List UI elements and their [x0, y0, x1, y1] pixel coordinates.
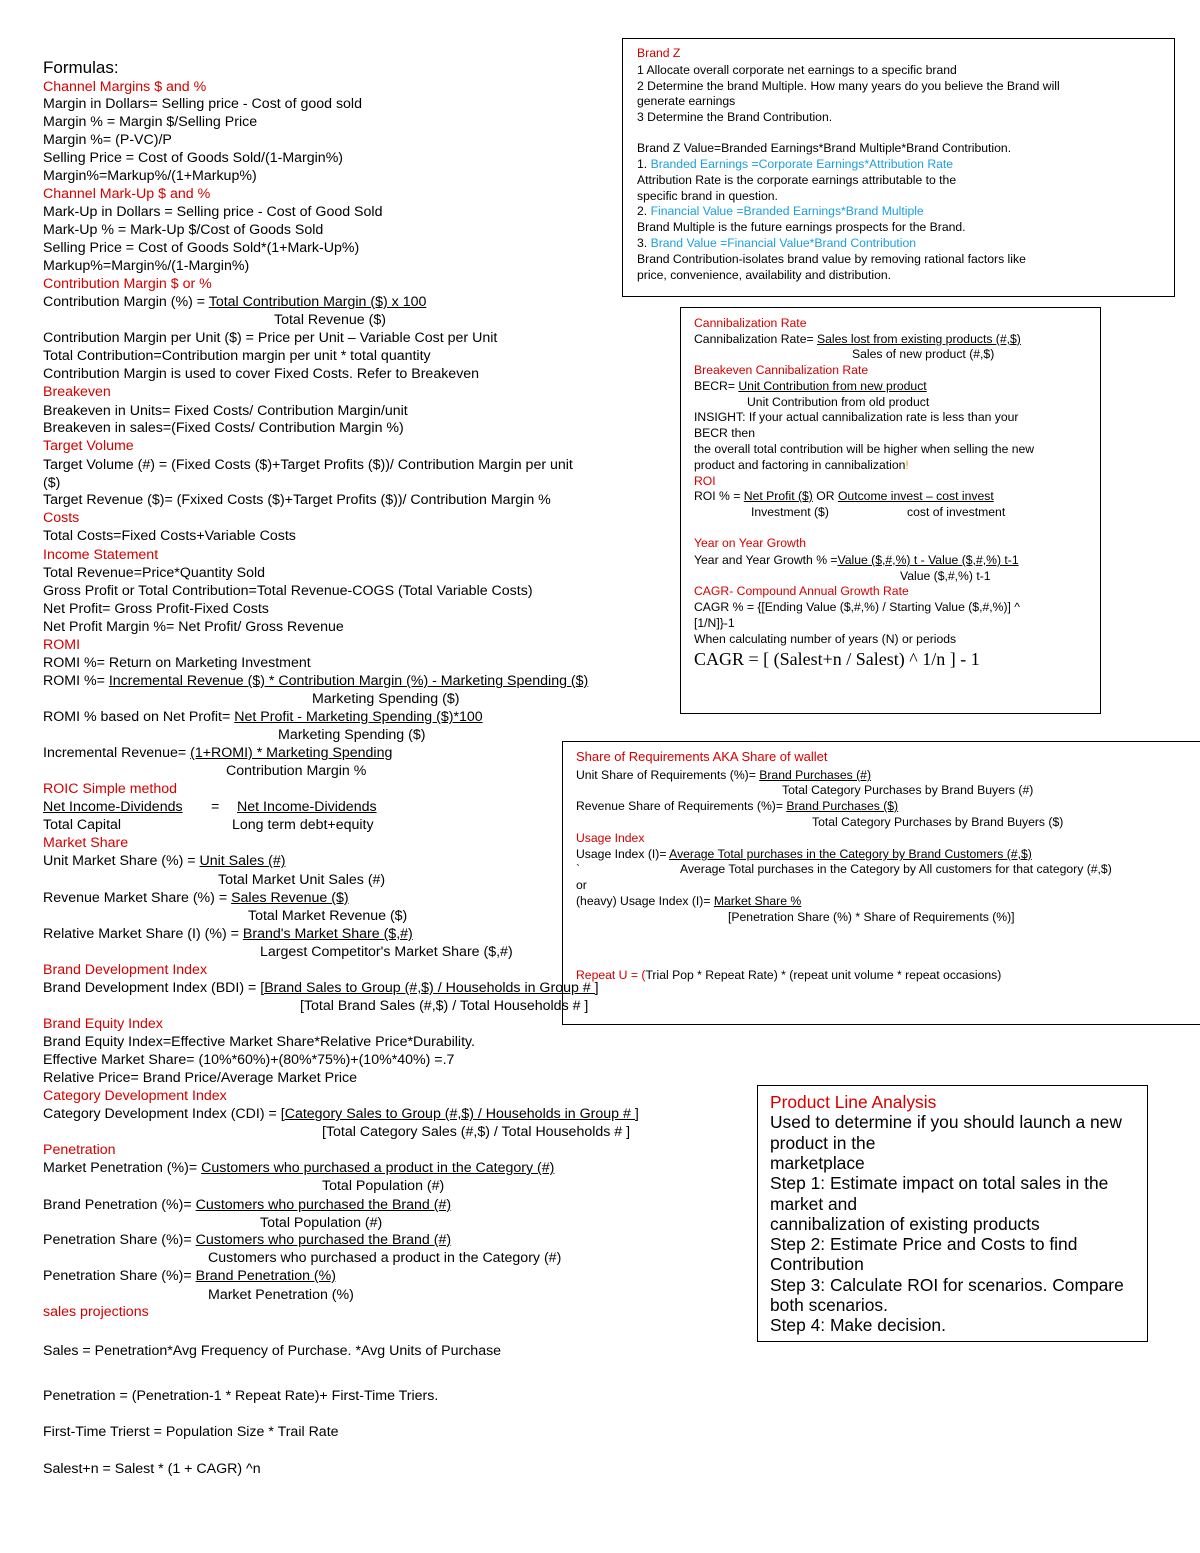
- fraction-denominator: cost of investment: [907, 505, 1006, 519]
- target-volume-heading: Target Volume: [43, 438, 134, 454]
- sales-projections-heading: sales projections: [43, 1304, 149, 1320]
- fraction-denominator: Total Population (#): [260, 1215, 383, 1231]
- formula-line: Selling Price = Cost of Goods Sold*(1+Mark-Up%): [43, 240, 360, 256]
- formula-line: Margin in Dollars= Selling price - Cost of good sold: [43, 96, 362, 112]
- brand-value-formula: 3. Brand Value =Financial Value*Brand Contribution: [637, 236, 917, 250]
- cagr-line: CAGR % = {[Ending Value ($,#,%) / Starting Value ($,#,%)] ^: [694, 600, 1021, 614]
- page-title: Formulas:: [43, 58, 119, 77]
- formula-line: Gross Profit or Total Contribution=Total Revenue-COGS (Total Variable Costs): [43, 583, 533, 599]
- formula-line: Markup%=Margin%/(1-Margin%): [43, 258, 250, 274]
- product-line-text: market and: [770, 1194, 857, 1214]
- becr-heading: Breakeven Cannibalization Rate: [694, 363, 869, 377]
- formula-line: Mark-Up % = Mark-Up $/Cost of Goods Sold: [43, 222, 324, 238]
- roic-heading: ROIC Simple method: [43, 781, 178, 797]
- formula-line: Margin%=Markup%/(1+Markup%): [43, 168, 257, 184]
- fraction-denominator: [Total Category Sales (#,$) / Total Households # ]: [322, 1124, 631, 1140]
- product-line-heading: Product Line Analysis: [770, 1092, 937, 1112]
- roic-denominator-left: Total Capital: [43, 817, 122, 833]
- formula-line: Total Contribution=Contribution margin per unit * total quantity: [43, 348, 431, 364]
- fraction-denominator: Customers who purchased a product in the Category (#): [208, 1250, 562, 1266]
- income-statement-heading: Income Statement: [43, 547, 159, 563]
- formula-line: Penetration = (Penetration-1 * Repeat Rate)+ First-Time Triers.: [43, 1388, 439, 1404]
- product-line-text: Contribution: [770, 1254, 864, 1274]
- market-penetration-formula: Market Penetration (%)= Customers who purchased a product in the Category (#): [43, 1160, 555, 1176]
- fraction-denominator: Total Market Unit Sales (#): [218, 872, 386, 888]
- bei-heading: Brand Equity Index: [43, 1016, 163, 1032]
- formula-line: Net Profit Margin %= Net Profit/ Gross Revenue: [43, 619, 344, 635]
- fraction-denominator: Sales of new product (#,$): [852, 347, 995, 361]
- fraction-denominator: [Total Brand Sales (#,$) / Total Households # ]: [300, 998, 589, 1014]
- cagr-heading: CAGR- Compound Annual Growth Rate: [694, 584, 909, 598]
- cagr-line: When calculating number of years (N) or periods: [694, 632, 957, 646]
- penetration-share-alt-formula: Penetration Share (%)= Brand Penetration (%): [43, 1268, 336, 1284]
- revenue-share-requirements-formula: Revenue Share of Requirements (%)= Brand Purchases ($): [576, 799, 899, 813]
- formula-line: Breakeven in sales=(Fixed Costs/ Contribution Margin %): [43, 420, 404, 436]
- cannibalization-heading: Cannibalization Rate: [694, 316, 807, 330]
- financial-value-formula: 2. Financial Value =Branded Earnings*Brand Multiple: [637, 204, 924, 218]
- insight-line: INSIGHT: If your actual cannibalization rate is less than your: [694, 410, 1019, 424]
- fraction-denominator: Total Category Purchases by Brand Buyers (#): [782, 783, 1034, 797]
- insight-line: product and factoring in cannibalization!: [694, 458, 909, 472]
- roic-equals: =: [211, 799, 220, 815]
- share-requirements-heading: Share of Requirements AKA Share of wallet: [576, 749, 828, 764]
- product-line-text: Step 1: Estimate impact on total sales in the: [770, 1173, 1109, 1193]
- usage-tick: `: [576, 862, 581, 876]
- heavy-usage-index-formula: (heavy) Usage Index (I)= Market Share %: [576, 894, 802, 908]
- brand-z-desc: specific brand in question.: [637, 189, 778, 203]
- usage-index-formula: Usage Index (I)= Average Total purchases in the Category by Brand Customers (#,$): [576, 847, 1032, 861]
- fraction-denominator: Average Total purchases in the Category by All customers for that category (#,$): [680, 862, 1112, 876]
- fraction-denominator: Unit Contribution from old product: [747, 395, 930, 409]
- formula-line: Total Costs=Fixed Costs+Variable Costs: [43, 528, 296, 544]
- unit-share-requirements-formula: Unit Share of Requirements (%)= Brand Purchases (#): [576, 768, 872, 782]
- contribution-heading: Contribution Margin $ or %: [43, 276, 212, 292]
- fraction-denominator: Marketing Spending ($): [312, 691, 460, 707]
- bdi-formula: Brand Development Index (BDI) = [Brand Sales to Group (#,$) / Households in Group # ]: [43, 980, 599, 996]
- channel-margins-heading: Channel Margins $ and %: [43, 79, 207, 95]
- formula-line: Target Revenue ($)= (Fxixed Costs ($)+Target Profits ($))/ Contribution Margin %: [43, 492, 551, 508]
- fraction-denominator: Total Revenue ($): [274, 312, 386, 328]
- formula-line: Selling Price = Cost of Goods Sold/(1-Margin%): [43, 150, 344, 166]
- product-line-text: both scenarios.: [770, 1295, 888, 1315]
- formula-line: Contribution Margin per Unit ($) = Price per Unit – Variable Cost per Unit: [43, 330, 498, 346]
- costs-heading: Costs: [43, 510, 80, 526]
- fraction-denominator: Total Market Revenue ($): [248, 908, 408, 924]
- branded-earnings-formula: 1. Branded Earnings =Corporate Earnings*Attribution Rate: [637, 157, 954, 171]
- unit-market-share-formula: Unit Market Share (%) = Unit Sales (#): [43, 853, 286, 869]
- formula-line: Breakeven in Units= Fixed Costs/ Contribution Margin/unit: [43, 403, 408, 419]
- product-line-text: product in the: [770, 1133, 876, 1153]
- brand-z-heading: Brand Z: [637, 46, 681, 60]
- fraction-denominator: Largest Competitor's Market Share ($,#): [260, 944, 513, 960]
- formula-line: Net Profit= Gross Profit-Fixed Costs: [43, 601, 269, 617]
- market-share-heading: Market Share: [43, 835, 129, 851]
- channel-markup-heading: Channel Mark-Up $ and %: [43, 186, 211, 202]
- penetration-share-formula: Penetration Share (%)= Customers who purchased the Brand (#): [43, 1232, 452, 1248]
- product-line-text: Step 4: Make decision.: [770, 1315, 946, 1335]
- formula-line: Brand Equity Index=Effective Market Share*Relative Price*Durability.: [43, 1034, 476, 1050]
- formula-line: ROMI %= Return on Marketing Investment: [43, 655, 311, 671]
- cdi-heading: Category Development Index: [43, 1088, 227, 1104]
- contribution-pct-formula: Contribution Margin (%) = Total Contribution Margin ($) x 100: [43, 294, 427, 310]
- brand-z-desc: price, convenience, availability and distribution.: [637, 268, 892, 282]
- cannibalization-formula: Cannibalization Rate= Sales lost from existing products (#,$): [694, 332, 1021, 346]
- roic-denominator-right: Long term debt+equity: [232, 817, 374, 833]
- product-line-text: marketplace: [770, 1153, 865, 1173]
- bdi-heading: Brand Development Index: [43, 962, 208, 978]
- product-line-text: Step 2: Estimate Price and Costs to find: [770, 1234, 1078, 1254]
- formula-line: Margin % = Margin $/Selling Price: [43, 114, 258, 130]
- or-label: or: [576, 878, 587, 892]
- becr-formula: BECR= Unit Contribution from new product: [694, 379, 927, 393]
- formula-line: Effective Market Share= (10%*60%)+(80%*75%)+(10%*40%) =.7: [43, 1052, 455, 1068]
- formula-line: Margin %= (P-VC)/P: [43, 132, 172, 148]
- yoy-heading: Year on Year Growth: [694, 536, 807, 550]
- brand-z-value-formula: Brand Z Value=Branded Earnings*Brand Multiple*Brand Contribution.: [637, 141, 1012, 155]
- usage-index-heading: Usage Index: [576, 831, 645, 845]
- romi-heading: ROMI: [43, 637, 81, 653]
- roi-heading: ROI: [694, 474, 716, 488]
- brand-z-step: generate earnings: [637, 94, 736, 108]
- product-line-text: Step 3: Calculate ROI for scenarios. Compare: [770, 1275, 1124, 1295]
- fraction-denominator: Total Category Purchases by Brand Buyers ($): [812, 815, 1064, 829]
- incremental-revenue-formula: Incremental Revenue= (1+ROMI) * Marketing Spending: [43, 745, 393, 761]
- fraction-denominator: [Penetration Share (%) * Share of Requirements (%)]: [728, 910, 1015, 924]
- brand-z-desc: Brand Contribution-isolates brand value by removing rational factors like: [637, 252, 1026, 266]
- formula-line: First-Time Trierst = Population Size * Trail Rate: [43, 1424, 339, 1440]
- roic-numerator-right: Net Income-Dividends: [237, 799, 377, 815]
- brand-z-step: 2 Determine the brand Multiple. How many years do you believe the Brand will: [637, 79, 1060, 93]
- breakeven-heading: Breakeven: [43, 384, 111, 400]
- fraction-denominator: Contribution Margin %: [226, 763, 367, 779]
- formula-line: ($): [43, 475, 61, 491]
- fraction-denominator: Total Population (#): [322, 1178, 445, 1194]
- brand-z-step: 1 Allocate overall corporate net earnings to a specific brand: [637, 63, 957, 77]
- fraction-denominator: Market Penetration (%): [208, 1287, 354, 1303]
- cagr-line: [1/N]}-1: [694, 616, 735, 630]
- formula-line: Sales = Penetration*Avg Frequency of Purchase. *Avg Units of Purchase: [43, 1343, 502, 1359]
- roi-formula: ROI % = Net Profit ($) OR Outcome invest – cost invest: [694, 489, 994, 503]
- repeat-formula: Repeat U = (Trial Pop * Repeat Rate) * (repeat unit volume * repeat occasions): [576, 968, 1002, 982]
- cdi-formula: Category Development Index (CDI) = [Category Sales to Group (#,$) / Households in Group # ]: [43, 1106, 639, 1122]
- brand-z-step: 3 Determine the Brand Contribution.: [637, 110, 833, 124]
- penetration-heading: Penetration: [43, 1142, 116, 1158]
- product-line-text: Used to determine if you should launch a new: [770, 1112, 1122, 1132]
- product-line-text: cannibalization of existing products: [770, 1214, 1040, 1234]
- formula-line: Mark-Up in Dollars = Selling price - Cost of Good Sold: [43, 204, 383, 220]
- brand-z-desc: Attribution Rate is the corporate earnings attributable to the: [637, 173, 957, 187]
- formula-line: Contribution Margin is used to cover Fixed Costs. Refer to Breakeven: [43, 366, 480, 382]
- brand-z-desc: Brand Multiple is the future earnings prospects for the Brand.: [637, 220, 966, 234]
- formula-line: Target Volume (#) = (Fixed Costs ($)+Target Profits ($))/ Contribution Margin per unit: [43, 457, 573, 473]
- fraction-denominator: Value ($,#,%) t-1: [900, 569, 991, 583]
- yoy-formula: Year and Year Growth % =Value ($,#,%) t - Value ($,#,%) t-1: [694, 553, 1019, 567]
- fraction-denominator: Marketing Spending ($): [278, 727, 426, 743]
- fraction-denominator: Investment ($): [751, 505, 829, 519]
- romi-formula: ROMI %= Incremental Revenue ($) * Contribution Margin (%) - Marketing Spending ($): [43, 673, 589, 689]
- formula-line: Total Revenue=Price*Quantity Sold: [43, 565, 266, 581]
- formula-line: Relative Price= Brand Price/Average Market Price: [43, 1070, 357, 1086]
- brand-penetration-formula: Brand Penetration (%)= Customers who purchased the Brand (#): [43, 1197, 452, 1213]
- relative-market-share-formula: Relative Market Share (I) (%) = Brand's Market Share ($,#): [43, 926, 413, 942]
- insight-line: BECR then: [694, 426, 755, 440]
- revenue-market-share-formula: Revenue Market Share (%) = Sales Revenue ($): [43, 890, 349, 906]
- formula-line: Salest+n = Salest * (1 + CAGR) ^n: [43, 1461, 261, 1477]
- insight-line: the overall total contribution will be higher when selling the new: [694, 442, 1035, 456]
- cagr-formula: CAGR = [ (Salest+n / Salest) ^ 1/n ] - 1: [694, 649, 980, 669]
- romi-net-profit-formula: ROMI % based on Net Profit= Net Profit - Marketing Spending ($)*100: [43, 709, 483, 725]
- roic-numerator-left: Net Income-Dividends: [43, 799, 183, 815]
